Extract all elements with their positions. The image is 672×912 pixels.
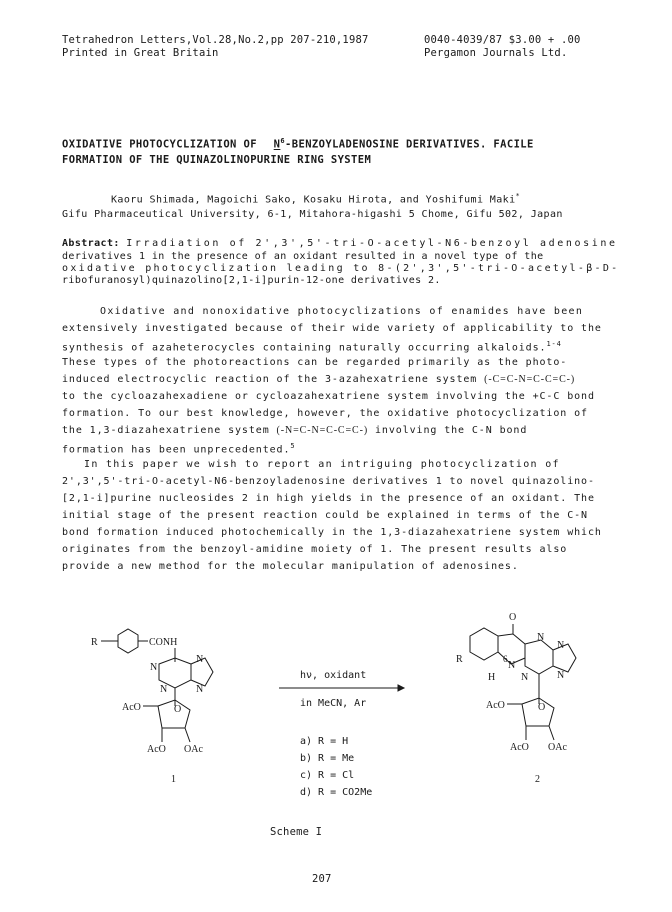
p2-line-7: provide a new method for the molecular manipulation of adenosines. — [62, 561, 519, 572]
conditions-bottom: in MeCN, Ar — [300, 698, 367, 709]
r-group-1: R — [91, 637, 98, 648]
benzene-ring-1 — [118, 629, 138, 653]
aco-2-1: AcO — [147, 744, 166, 755]
substituent-d: d) R = CO2Me — [300, 787, 373, 798]
oac-3-1: OAc — [184, 744, 203, 755]
conh-label: CONH — [149, 637, 178, 648]
p1-line-9 — [62, 442, 296, 455]
abstract-line-2: derivatives 1 in the presence of an oxidant resulted in a novel type of the — [62, 251, 544, 262]
p1-line-8-b: involving the C-N bond — [375, 425, 528, 436]
author-list — [111, 192, 520, 205]
p1-line-5-text: induced electrocyclic reaction of the 3-azahexatriene system — [62, 374, 478, 385]
printed-in: Printed in Great Britain — [62, 47, 219, 59]
diazahexatriene-formula: (-N=C-N=C-C=C-) — [276, 425, 369, 436]
p2-line-6: originates from the benzoyl-amidine moiety of 1. The present results also — [62, 544, 568, 555]
compound-2-label: 2 — [535, 774, 540, 785]
position-6-label: 6 — [503, 654, 508, 664]
journal-citation: Tetrahedron Letters,Vol.28,No.2,pp 207-210,1987 — [62, 34, 369, 46]
corresponding-star: * — [515, 192, 521, 200]
carbonyl-o-2: O — [509, 612, 517, 623]
abstract-line-3: oxidative photocyclization leading to 8-(2',3',5'-tri-O-acetyl-β-D- — [62, 263, 620, 274]
publisher: Pergamon Journals Ltd. — [424, 47, 568, 59]
ribose-o-1: O — [174, 704, 182, 715]
oac-3-2: OAc — [548, 742, 567, 753]
p1-line-3-text: synthesis of azaheterocycles containing naturally occurring alkaloids. — [62, 342, 547, 354]
n7-label-2: N — [557, 640, 565, 651]
n1-label: N — [150, 662, 158, 673]
n7-label: N — [196, 654, 204, 665]
reaction-arrow-head — [398, 685, 404, 691]
title-part-2: -BENZOYLADENOSINE DERIVATIVES. FACILE — [285, 138, 534, 151]
abstract-text-1: Irradiation of 2',3',5'-tri-O-acetyl-N6-benzoyl adenosine — [126, 238, 618, 249]
aco-5-2: AcO — [486, 700, 505, 711]
abstract-line-4: ribofuranosyl)quinazolino[2,1-i]purin-12-one derivatives 2. — [62, 275, 441, 286]
p1-line-9-text: formation has been unprecedented. — [62, 444, 291, 456]
n-top-2: N — [537, 632, 545, 643]
p2-line-3: [2,1-i]purine nucleosides 2 in high yields in the presence of an oxidant. The — [62, 493, 595, 504]
price-code: 0040-4039/87 $3.00 + .00 — [424, 34, 581, 46]
p1-line-4: These types of the photoreactions can be regarded primarily as the photo- — [62, 357, 568, 368]
p2-line-1: In this paper we wish to report an intriguing photocyclization of — [84, 459, 560, 470]
ribose-o-2: O — [538, 702, 546, 713]
aco-5-1: AcO — [122, 702, 141, 713]
reaction-scheme — [0, 600, 672, 820]
p1-line-1: Oxidative and nonoxidative photocyclizations of enamides have been — [100, 306, 584, 317]
r-group-2: R — [456, 654, 463, 665]
p1-line-7: formation. To our best knowledge, however, the oxidative photocyclization of — [62, 408, 588, 419]
compound-1-label: 1 — [171, 774, 176, 785]
title-n-sup: 6 — [280, 137, 286, 145]
n3-label: N — [160, 684, 168, 695]
p1-line-6: to the cycloazahexadiene or cycloazahexatriene system involving the +C-C bond — [62, 391, 595, 402]
ref-5: 5 — [290, 442, 296, 450]
abstract-line-1 — [62, 238, 618, 249]
benzene-ring-2 — [470, 628, 498, 660]
n9-label: N — [196, 684, 204, 695]
p2-line-2: 2',3',5'-tri-O-acetyl-N6-benzoyladenosine derivatives 1 to novel quinazolino- — [62, 476, 595, 487]
n-bridge-2: N — [508, 660, 516, 671]
n-bottom-2: N — [521, 672, 529, 683]
p1-line-5 — [62, 374, 575, 385]
azahexatriene-formula: (-C=C-N=C-C=C-) — [484, 374, 576, 385]
substituent-c: c) R = Cl — [300, 770, 355, 781]
p1-line-3 — [62, 340, 562, 353]
substituent-a: a) R = H — [300, 736, 349, 747]
h-label-2: H — [488, 672, 496, 683]
title-line-2: FORMATION OF THE QUINAZOLINOPURINE RING SYSTEM — [62, 154, 372, 166]
article-title — [62, 137, 534, 151]
scheme-caption: Scheme I — [270, 826, 323, 838]
substituent-b: b) R = Me — [300, 753, 355, 764]
n9-label-2: N — [557, 670, 565, 681]
purine-ring-2 — [525, 640, 553, 674]
p1-line-8 — [62, 425, 527, 436]
affiliation: Gifu Pharmaceutical University, 6-1, Mitahora-higashi 5 Chome, Gifu 502, Japan — [62, 209, 563, 220]
p2-line-5: bond formation induced photochemically in the 1,3-diazahexatriene system which — [62, 527, 602, 538]
p1-line-8-a: the 1,3-diazahexatriene system — [62, 425, 270, 436]
page-number: 207 — [312, 873, 332, 885]
aco-2-2: AcO — [510, 742, 529, 753]
p2-line-4: initial stage of the present reaction could be explained in terms of the C-N — [62, 510, 588, 521]
ref-1-4: 1-4 — [546, 340, 562, 348]
p1-line-2: extensively investigated because of their wide variety of applicability to the — [62, 323, 602, 334]
author-names: Kaoru Shimada, Magoichi Sako, Kosaku Hirota, and Yoshifumi Maki — [111, 194, 516, 206]
abstract-label: Abstract: — [62, 238, 120, 249]
title-n: N — [273, 138, 281, 151]
conditions-top: hν, oxidant — [300, 670, 367, 681]
title-part-1: OXIDATIVE PHOTOCYCLIZATION OF — [62, 138, 257, 151]
